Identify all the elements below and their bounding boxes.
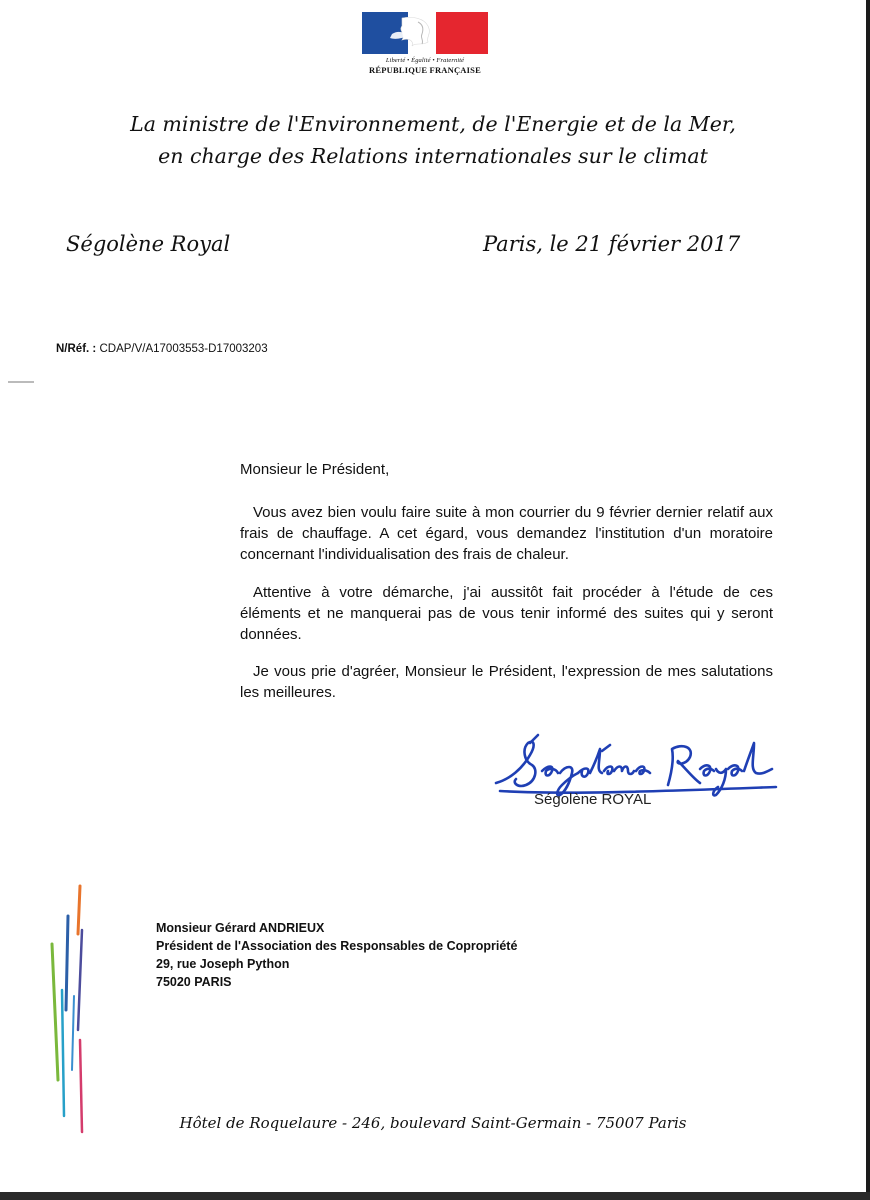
recipient-line-1: Monsieur Gérard ANDRIEUX: [156, 921, 325, 935]
marianne-logo: [362, 12, 488, 75]
signature-printed-name: Ségolène ROYAL: [534, 791, 652, 808]
recipient-line-4: 75020 PARIS: [156, 975, 232, 989]
ministry-title-line1: La ministre de l'Environnement, de l'Energie et de la Mer,: [130, 112, 736, 136]
letter-paragraph-2: Attentive à votre démarche, j'ai aussitôt fait procéder à l'étude de ces éléments et ne manquerai pas de vous tenir informé des suites qui y seront données.: [240, 584, 773, 643]
letter-greeting: Monsieur le Président,: [240, 461, 390, 478]
reference-line: [56, 343, 268, 355]
republic-motto: Liberté • Égalité • Fraternité: [385, 57, 465, 64]
letter-date: Paris, le 21 février 2017: [483, 232, 741, 256]
ministry-stripes-logo: [38, 880, 98, 1140]
viewer-frame-right: [866, 0, 870, 1200]
viewer-frame-bottom: [0, 1192, 870, 1200]
ministry-title-line2: en charge des Relations internationales sur le climat: [158, 144, 708, 168]
ministry-title: [0, 108, 866, 172]
republic-name: RÉPUBLIQUE FRANÇAISE: [369, 65, 481, 75]
tricolor-flag-icon: [362, 12, 488, 54]
letter-paragraph-3: Je vous prie d'agréer, Monsieur le Président, l'expression de mes salutations les meilleures.: [240, 663, 773, 701]
reference-value: CDAP/V/A17003553-D17003203: [99, 343, 268, 355]
letter-paragraph-1: Vous avez bien voulu faire suite à mon courrier du 9 février dernier relatif aux frais de chauffage. A cet égard, vous demandez l'institution d'un moratoire concernant l'individualisation des frais de chaleur.: [240, 504, 773, 563]
fold-mark: [8, 381, 34, 383]
sender-name: Ségolène Royal: [66, 232, 231, 256]
recipient-line-2: Président de l'Association des Responsables de Copropriété: [156, 939, 518, 953]
recipient-line-3: 29, rue Joseph Python: [156, 957, 290, 971]
reference-label: N/Réf. :: [56, 343, 97, 355]
recipient-address: [156, 919, 517, 991]
footer-address: Hôtel de Roquelaure - 246, boulevard Saint-Germain - 75007 Paris: [179, 1114, 687, 1132]
